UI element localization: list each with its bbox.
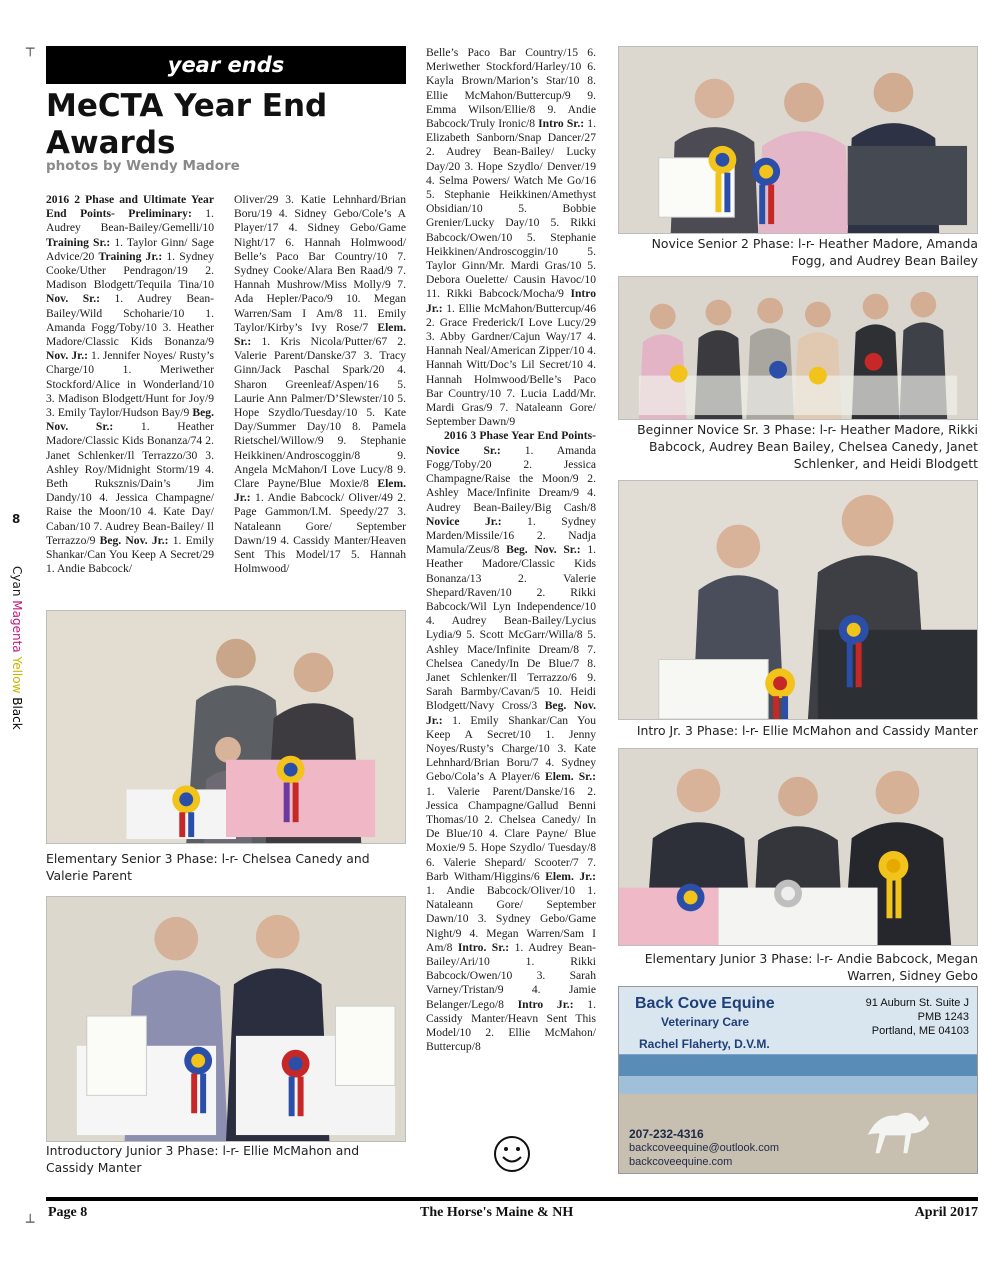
footer-page-number: Page 8 [48, 1205, 88, 1220]
caption-elementary-senior: Elementary Senior 3 Phase: l-r- Chelsea Canedy and Valerie Parent [46, 851, 370, 883]
back-cove-equine-ad [618, 986, 978, 1174]
smiley-face-icon [492, 1134, 532, 1174]
color-registration-marks [10, 566, 24, 730]
color-mark-cyan: Cyan [10, 566, 24, 601]
ad-website[interactable]: backcoveequine.com [629, 1156, 733, 1168]
photo-elementary-senior [46, 610, 406, 844]
ad-subtitle: Veterinary Care [661, 1015, 750, 1029]
caption-introductory-junior: Introductory Junior 3 Phase: l-r- Ellie McMahon and Cassidy Manter [46, 1143, 360, 1175]
photo-introductory-junior [46, 896, 406, 1142]
crop-mark-bottom: ┴ [26, 1215, 35, 1231]
article-headline: MeCTA Year End Awards [46, 88, 328, 161]
ad-business-name: Back Cove Equine [635, 995, 775, 1012]
section-label: year ends [167, 53, 285, 77]
article-column-2: Oliver/29 3. Katie Lehnhard/Brian Boru/19 4. Sidney Gebo/Cole’s A Player/17 4. Sidney Gebo/Game Night/17 6. Hannah Holmwood/ Belle’s Paco Bar Country/10 7. Sydney Cooke/Alara Ben Raad/9 7. Hannah Mushrow/Miss Molly/9 7. Ada Hepler/Paco/9 10. Megan Warren/Sam I Am/8 11. Emily Taylor/Kirby’s Ivy Rose/7 Elem. Sr.: 1. Kris Nicola/Putter/67 2. Valerie Parent/Danske/37 3. Tracy Ginn/Jack Paschal Spark/20 4. Sharon Greenleaf/Aspen/16 5. Laurie Ann Palmer/D’Slewster/10 5. Hope Szydlo/Tuesday/10 5. Kate Day/Summer Day/10 8. Pamela Rietschel/Willow/9 9. Stephanie Heikkinen/Androscoggin/8 9. Angela McMahon/I Love Lucy/8 9. Clare Payne/Blue Moxie/8 Elem. Jr.: 1. Andie Babcock/ Oliver/49 2. Page Gammon/I.M. Speedy/27 3. Nataleann Gore/ September Dawn/19 4. Cassidy Manter/Heaven Sent This Model/17 5. Hannah Holmwood/ [234, 193, 406, 576]
footer-date: April 2017 [914, 1205, 978, 1220]
ad-doctor-name: Rachel Flaherty, D.V.M. [639, 1037, 770, 1051]
ad-address-line-2: PMB 1243 [917, 1011, 969, 1023]
color-mark-yellow: Yellow [10, 656, 24, 698]
caption-novice-senior: Novice Senior 2 Phase: l-r- Heather Madore, Amanda Fogg, and Audrey Bean Bailey [651, 236, 978, 268]
ad-phone: 207-232-4316 [629, 1127, 704, 1141]
photo-elementary-junior [618, 748, 978, 946]
photo-novice-senior [618, 46, 978, 234]
ad-address-line-3: Portland, ME 04103 [871, 1025, 969, 1037]
footer-publication: The Horse's Maine & NH [420, 1205, 574, 1220]
color-mark-black: Black [10, 697, 24, 730]
section-label-bar [46, 46, 406, 84]
crop-mark-top: ┬ [26, 41, 35, 57]
caption-beginner-novice: Beginner Novice Sr. 3 Phase: l-r- Heather Madore, Rikki Babcock, Audrey Bean Bailey, Chelsea Canedy, Janet Schlenker, and Heidi Blodgett [637, 422, 978, 471]
caption-intro-junior: Intro Jr. 3 Phase: l-r- Ellie McMahon and Cassidy Manter [636, 723, 978, 738]
color-mark-magenta: Magenta [10, 600, 24, 657]
caption-elementary-junior: Elementary Junior 3 Phase: l-r- Andie Babcock, Megan Warren, Sidney Gebo [644, 951, 978, 983]
side-page-number: 8 [12, 512, 21, 526]
footer-rule [46, 1197, 978, 1201]
photo-intro-junior [618, 480, 978, 720]
ad-address-line-1: 91 Auburn St. Suite J [865, 997, 969, 1009]
article-column-3: Belle’s Paco Bar Country/15 6. Meriwether Stockford/Harley/10 6. Kayla Brown/Marion’s Star/10 8. Ellie McMahon/Buttercup/9 9. Emma Wilson/Ellie/8 9. Andie Babcock/Truly Ironic/8 Intro Sr.: 1. Elizabeth Sanborn/Snap Dancer/27 2. Audrey Bean-Bailey/ Lucky Day/20 3. Hope Szydlo/ Denver/19 4. Selma Powers/ Watch Me Go/16 5. Stephanie Heikkinen/Amethyst Obsidian/10 5. Bobbie Grenier/Lucky Day/10 5. Rikki Babcock/Owen/10 5. Stephanie Heikkinen/Androscoggin/10 5. Taylor Ginn/Mr. Mardi Gras/10 5. Debora Ouelette/ Causin Havoc/10 11. Rikki Babcock/Mocha/9 Intro Jr.: 1. Ellie McMahon/Buttercup/46 2. Grace Frederick/I Love Lucy/29 3. Abby Gardner/Cajun Way/17 4. Hannah Neal/American Zipper/10 4. Hannah Witt/Doc’s Lil Secret/10 4. Hannah Holmwood/Belle’s Paco Bar Country/10 7. Lucia Ladd/Mr. Mardi Gras/9 7. Nataleann Gore/ September Dawn/9 2016 3 Phase Year End Points- Novice Sr.: 1. Amanda Fogg/Toby/20 2. Jessica Champagne/Raise the Moon/9 2. Ashley Mace/Infinite Dream/9 4. Audrey Bean-Bailey/Big Cash/8 Novice Jr.: 1. Sydney Marden/Missile/16 2. Nadja Mamula/Zeus/8 Beg. Nov. Sr.: 1. Heather Madore/Classic Kids Bonanza/13 2. Valerie Shepard/Raven/10 2. Rikki Babcock/Wil Lyn Independence/10 4. Audrey Bean-Bailey/Lycius Lydia/9 5. Scott McGarr/Willa/8 5. Ashley Mace/Infinite Dream/8 7. Chelsea Canedy/In De Blue/7 8. Janet Schlenker/Il Terrazzo/6 9. Sarah Barmby/Cavan/5 10. Heidi Blodgett/Navy Cross/3 Beg. Nov. Jr.: 1. Emily Shankar/Can You Keep A Secret/10 1. Jenny Noyes/Rusty’s Charge/10 3. Kate Lehnhard/Brian Boru/7 4. Sydney Gebo/Cola’s A Player/6 Elem. Sr.: 1. Valerie Parent/Danske/16 2. Jessica Champagne/Gallud Benni Thomas/10 2. Chelsea Canedy/ In De Blue/10 4. Clare Payne/ Blue Moxie/9 5. Hope Szydlo/ Tuesday/8 6. Valerie Shepard/ Scooter/7 7. Barb Witham/Higgins/6 Elem. Jr.: 1. Andie Babcock/Oliver/10 1. Nataleann Gore/ September Dawn/10 3. Sydney Gebo/Game Night/9 4. Megan Warren/Sam I Am/8 Intro. Sr.: 1. Audrey Bean-Bailey/Ari/10 1. Rikki Babcock/Owen/10 3. Sarah Varney/Tristan/9 4. Jamie Belanger/Lego/8 Intro Jr.: 1. Cassidy Manter/Heavn Sent This Model/10 2. Ellie McMahon/ Buttercup/8 [426, 46, 596, 1054]
article-column-1: 2016 2 Phase and Ultimate Year End Points- Preliminary: 1. Audrey Bean-Bailey/Gemelli/10 Training Sr.: 1. Taylor Ginn/ Sage Advice/20 Training Jr.: 1. Sydney Cooke/Uther Pendragon/19 2. Madison Blodgett/Tequila Tina/10 Nov. Sr.: 1. Audrey Bean-Bailey/Wild Schoharie/10 1. Amanda Fogg/Toby/10 3. Heather Madore/Classic Kids Bonanza/9 Nov. Jr.: 1. Jennifer Noyes/ Rusty’s Charge/10 1. Meriwether Stockford/Alice in Wonderland/10 3. Madison Blodgett/Hunt for Joy/9 3. Emily Taylor/Hudson Bay/9 Beg. Nov. Sr.: 1. Heather Madore/Classic Kids Bonanza/74 2. Janet Schlenker/Il Terrazzo/30 3. Ashley Roy/Midnight Storm/19 4. Beth Ruksznis/Dain’s Jim Dandy/10 4. Jessica Champagne/ Raise the Moon/10 4. Kate Day/ Caban/10 7. Audrey Bean-Bailey/ Il Terrazzo/9 Beg. Nov. Jr.: 1. Emily Shankar/Can You Keep A Secret/29 1. Andie Babcock/ [46, 193, 214, 576]
ad-email[interactable]: backcoveequine@outlook.com [629, 1142, 779, 1154]
photo-beginner-novice [618, 276, 978, 420]
photo-byline: photos by Wendy Madore [46, 158, 240, 174]
